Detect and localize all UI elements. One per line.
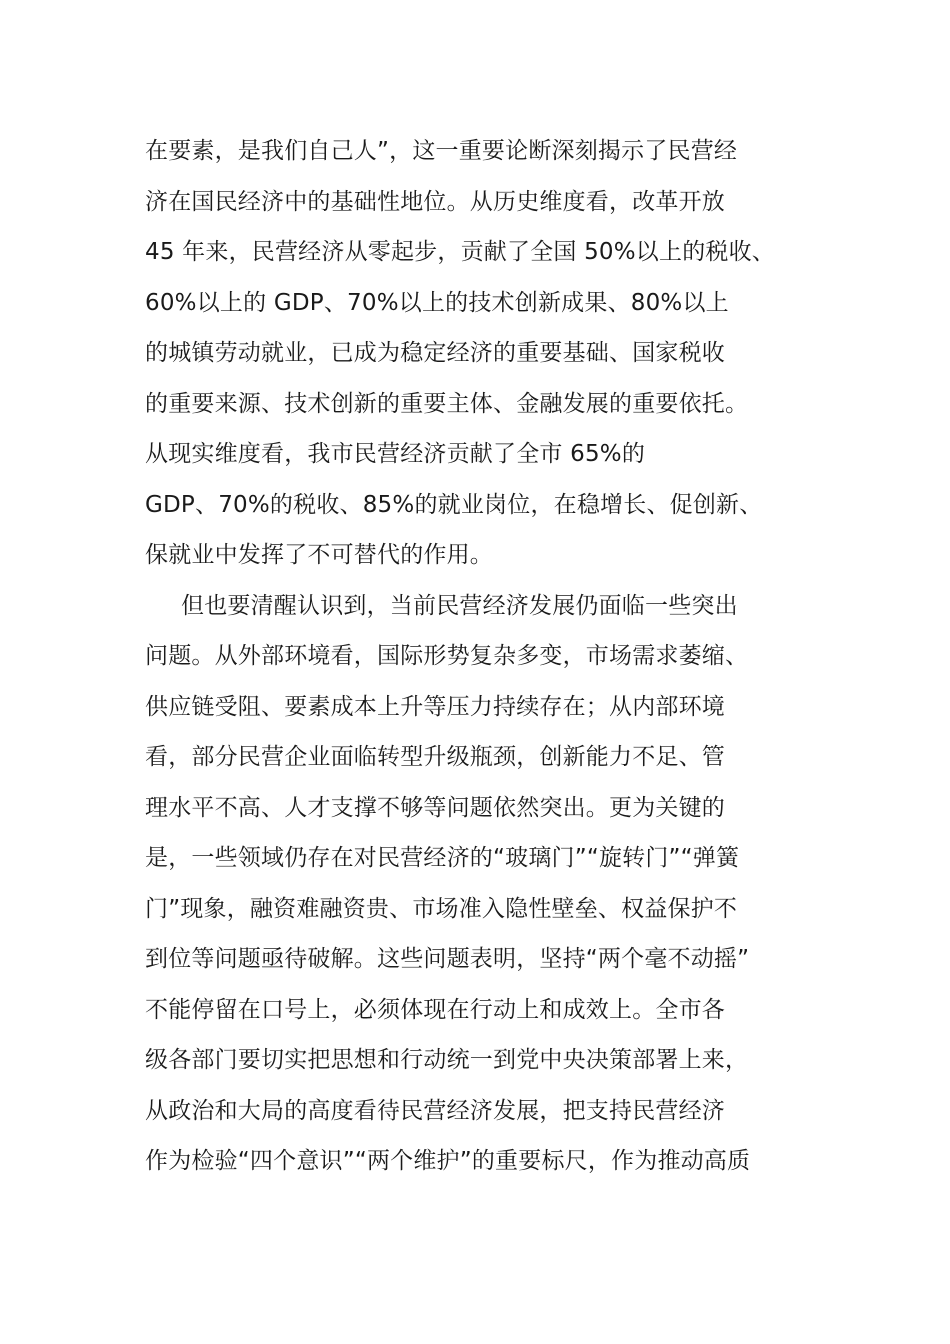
paragraph-line: 理水平不高、人才支撑不够等问题依然突出。更为关键的 bbox=[145, 794, 725, 821]
paragraph-line: GDP、70%的税收、85%的就业岗位，在稳增长、促创新、 bbox=[145, 491, 763, 518]
paragraph-line: 从政治和大局的高度看待民营经济发展，把支持民营经济 bbox=[145, 1097, 725, 1124]
paragraph-line: 60%以上的 GDP、70%以上的技术创新成果、80%以上 bbox=[145, 289, 729, 316]
paragraph-line: 级各部门要切实把思想和行动统一到党中央决策部署上来， bbox=[145, 1047, 749, 1073]
paragraph-line: 到位等问题亟待破解。这些问题表明，坚持“两个毫不动摇” bbox=[145, 946, 750, 972]
paragraph-line: 供应链受阻、要素成本上升等压力持续存在；从内部环境 bbox=[145, 693, 725, 720]
paragraph-line: 保就业中发挥了不可替代的作用。 bbox=[145, 542, 493, 568]
paragraph-line: 济在国民经济中的基础性地位。从历史维度看，改革开放 bbox=[145, 188, 725, 215]
paragraph-line: 作为检验“四个意识”“两个维护”的重要标尺，作为推动高质 bbox=[145, 1148, 751, 1174]
paragraph-line: 不能停留在口号上，必须体现在行动上和成效上。全市各 bbox=[145, 996, 725, 1023]
paragraph-line: 问题。从外部环境看，国际形势复杂多变，市场需求萎缩、 bbox=[145, 643, 749, 669]
paragraph-line: 的城镇劳动就业，已成为稳定经济的重要基础、国家税收 bbox=[145, 340, 725, 366]
paragraph-line: 是，一些领域仍存在对民营经济的“玻璃门”“旋转门”“弹簧 bbox=[145, 845, 740, 871]
paragraph-2 bbox=[145, 584, 825, 1190]
paragraph-line: 从现实维度看，我市民营经济贡献了全市 65%的 bbox=[145, 441, 646, 467]
paragraph-1 bbox=[145, 129, 825, 584]
document-body bbox=[145, 129, 825, 1190]
paragraph-line: 的重要来源、技术创新的重要主体、金融发展的重要依托。 bbox=[145, 390, 749, 417]
paragraph-line: 门”现象，融资难融资贵、市场准入隐性壁垒、权益保护不 bbox=[145, 895, 738, 922]
paragraph-line: 45 年来，民营经济从零起步，贡献了全国 50%以上的税收、 bbox=[145, 239, 776, 265]
paragraph-line: 看，部分民营企业面临转型升级瓶颈，创新能力不足、管 bbox=[145, 744, 725, 770]
paragraph-line: 在要素，是我们自己人”，这一重要论断深刻揭示了民营经 bbox=[145, 138, 738, 164]
paragraph-line: 但也要清醒认识到，当前民营经济发展仍面临一些突出 bbox=[181, 592, 738, 619]
